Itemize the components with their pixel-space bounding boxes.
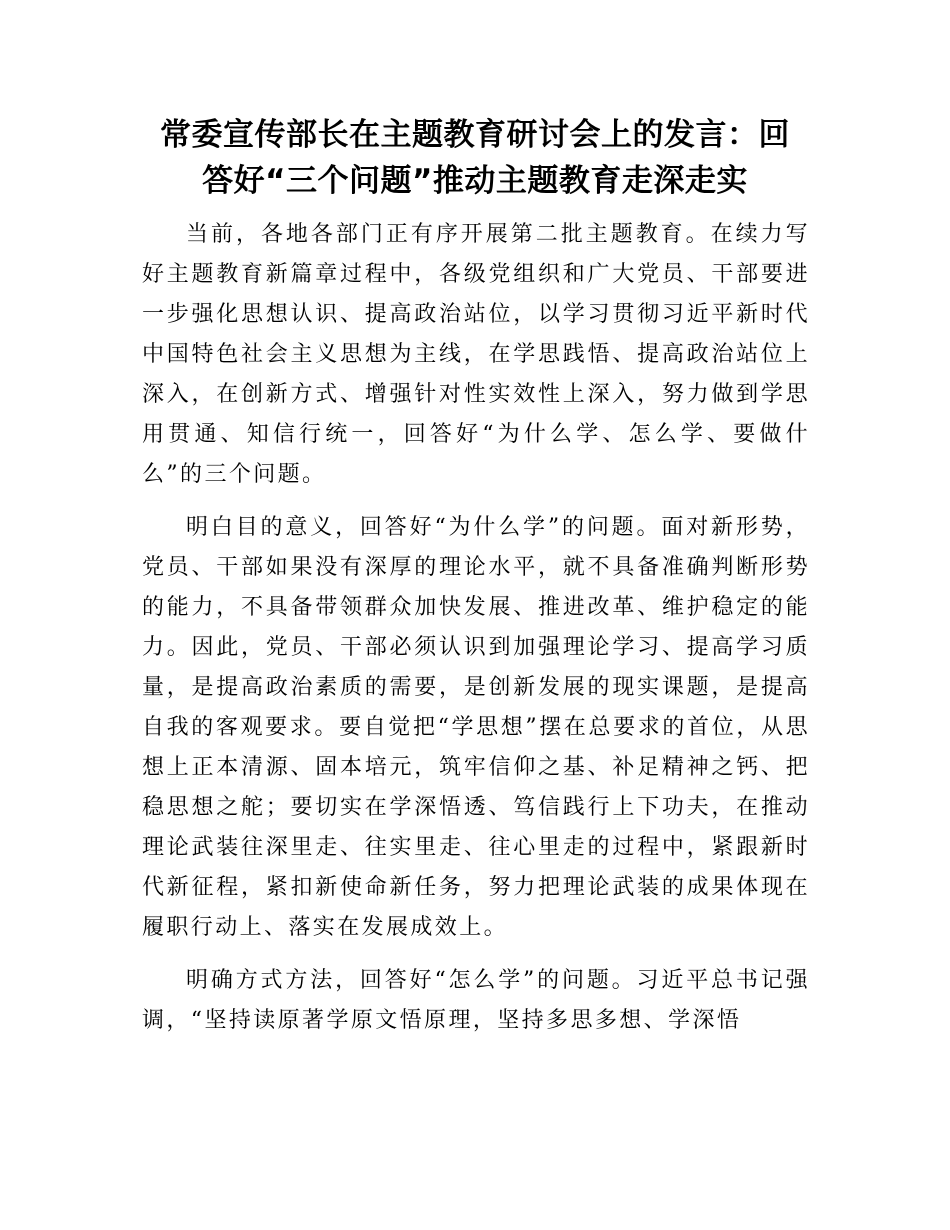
document-title-line-1: 常委宣传部长在主题教育研讨会上的发言：回: [160, 117, 790, 153]
document-body: [142, 215, 810, 1041]
document-title-line-2: 答好“三个问题”推动主题教育走深走实: [202, 163, 748, 199]
document-title: [120, 112, 830, 204]
paragraph-intro: 当前，各地各部门正有序开展第二批主题教育。在续力写好主题教育新篇章过程中，各级党组织和广大党员、干部要进一步强化思想认识、提高政治站位，以学习贯彻习近平新时代中国特色社会主义思想为主线，在学思践悟、提高政治站位上深入，在创新方式、增强针对性实效性上深入，努力做到学思用贯通、知信行统一，回答好“为什么学、怎么学、要做什么”的三个问题。: [142, 222, 810, 487]
paragraph-why-learn: 明白目的意义，回答好“为什么学”的问题。面对新形势，党员、干部如果没有深厚的理论水平，就不具备准确判断形势的能力，不具备带领群众加快发展、推进改革、维护稳定的能力。因此，党员、干部必须认识到加强理论学习、提高学习质量，是提高政治素质的需要，是创新发展的现实课题，是提高自我的客观要求。要自觉把“学思想”摆在总要求的首位，从思想上正本清源、固本培元，筑牢信仰之基、补足精神之钙、把稳思想之舵；要切实在学深悟透、笃信践行上下功夫，在推动理论武装往深里走、往实里走、往心里走的过程中，紧跟新时代新征程，紧扣新使命新任务，努力把理论武装的成果体现在履职行动上、落实在发展成效上。: [142, 515, 810, 940]
paragraph-how-learn: 明确方式方法，回答好“怎么学”的问题。习近平总书记强调，“坚持读原著学原文悟原理，坚持多思多想、学深悟: [142, 968, 810, 1033]
